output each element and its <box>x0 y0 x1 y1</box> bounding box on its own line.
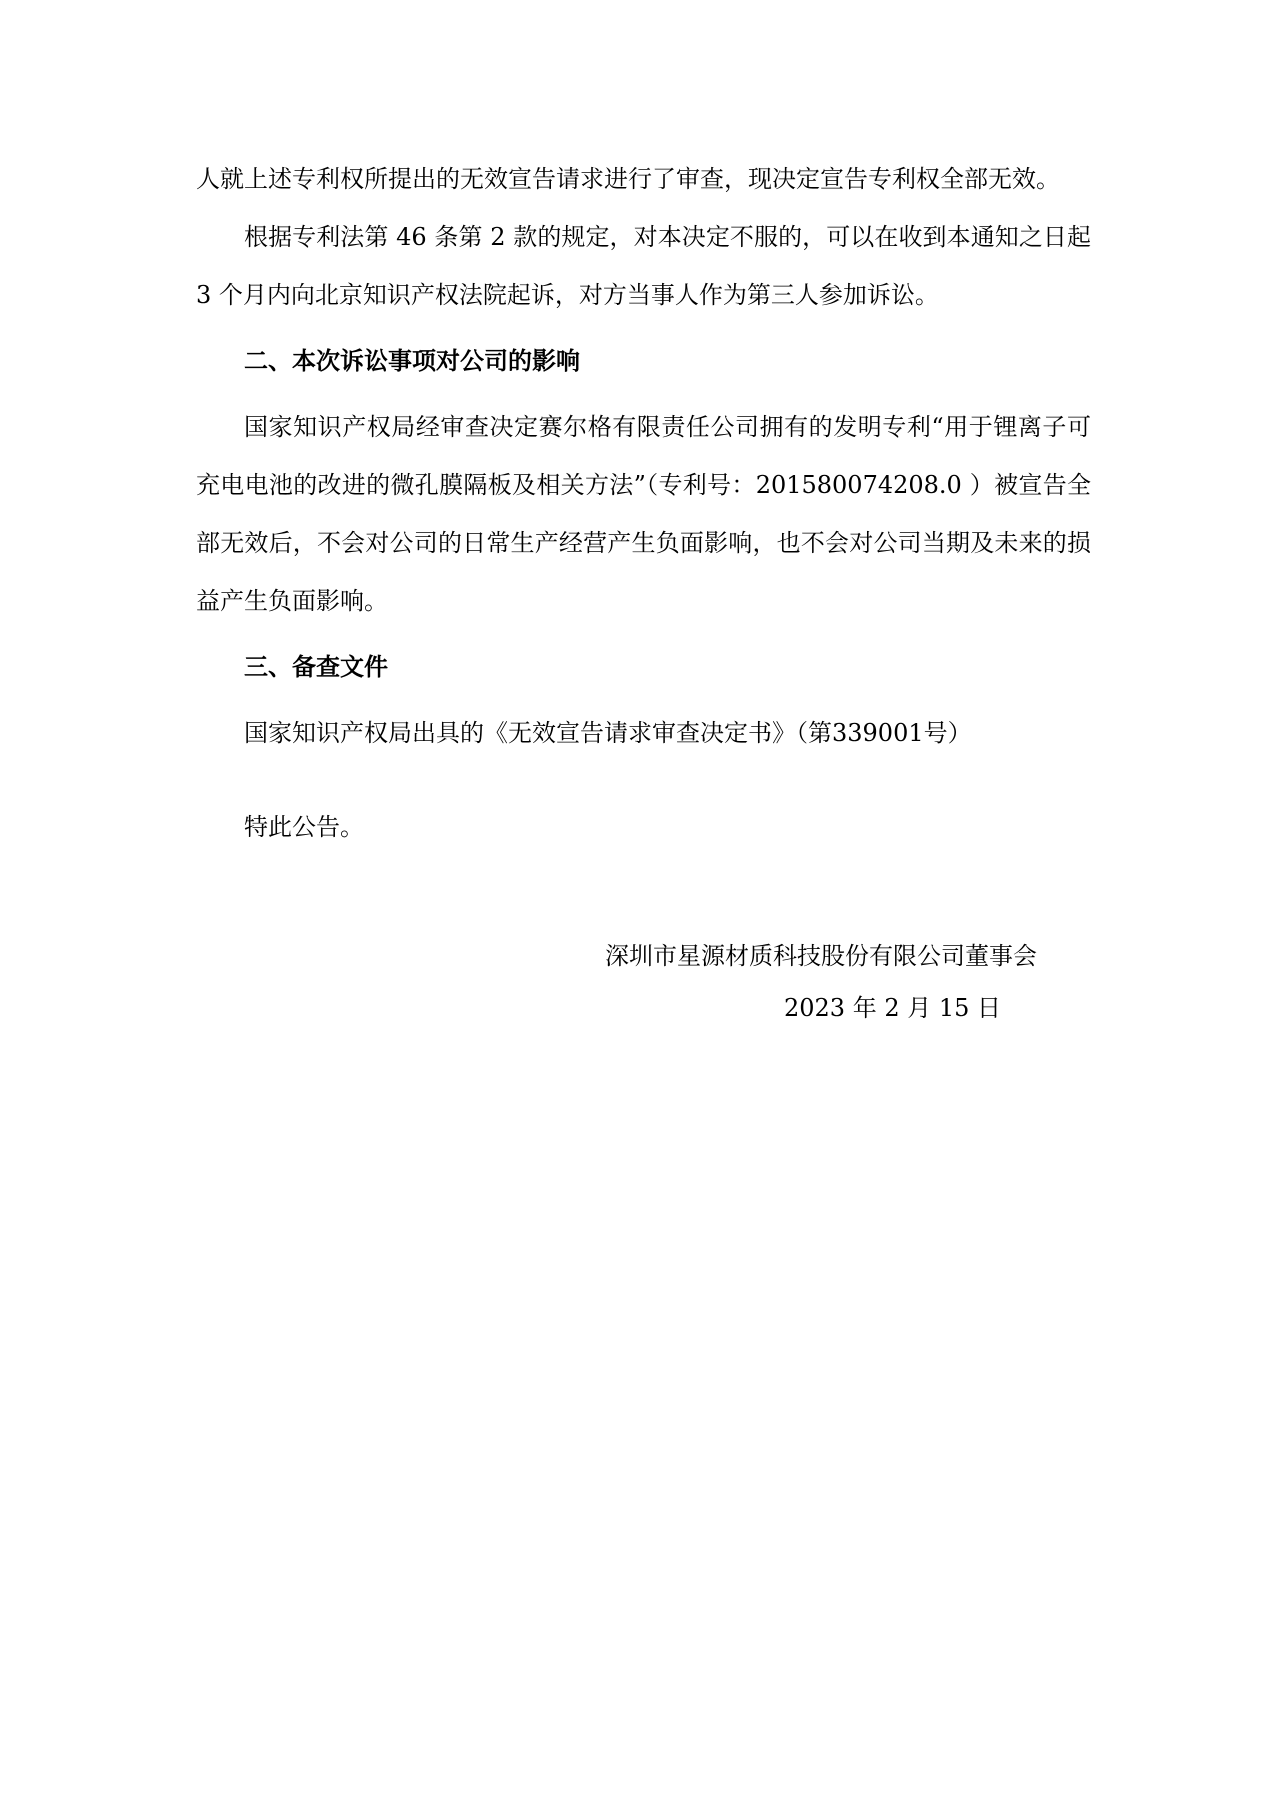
paragraph-reference-doc: 国家知识产权局出具的《无效宣告请求审查决定书》（第339001号） <box>244 719 972 747</box>
paragraph-impact: 国家知识产权局经审查决定赛尔格有限责任公司拥有的发明专利“用于锂离子可充电电池的改进的微孔膜隔板及相关方法”（专利号：201580074208.0 ）被宣告全部无效后，不会对公司的日常生产经营产生负面影响，也不会对公司当期及未来的损益产生负面影响。 <box>196 413 1091 615</box>
spacer <box>196 390 1091 398</box>
document-body <box>196 150 1091 856</box>
section-heading-impact: 二、本次诉讼事项对公司的影响 <box>244 347 580 375</box>
spacer <box>196 630 1091 638</box>
signature-company: 深圳市星源材质科技股份有限公司董事会 <box>605 942 1037 970</box>
signature-date: 2023 年 2 月 15 日 <box>784 994 1002 1022</box>
spacer <box>196 696 1091 704</box>
spacer <box>196 762 1091 798</box>
spacer <box>196 324 1091 332</box>
paragraph-appeal-rights: 根据专利法第 46 条第 2 款的规定，对本决定不服的，可以在收到本通知之日起 3 个月内向北京知识产权法院起诉，对方当事人作为第三人参加诉讼。 <box>196 223 1091 309</box>
section-heading-reference-docs: 三、备查文件 <box>244 653 388 681</box>
paragraph-closing: 特此公告。 <box>244 813 364 841</box>
paragraph-continuation: 人就上述专利权所提出的无效宣告请求进行了审查，现决定宣告专利权全部无效。 <box>196 165 1060 193</box>
